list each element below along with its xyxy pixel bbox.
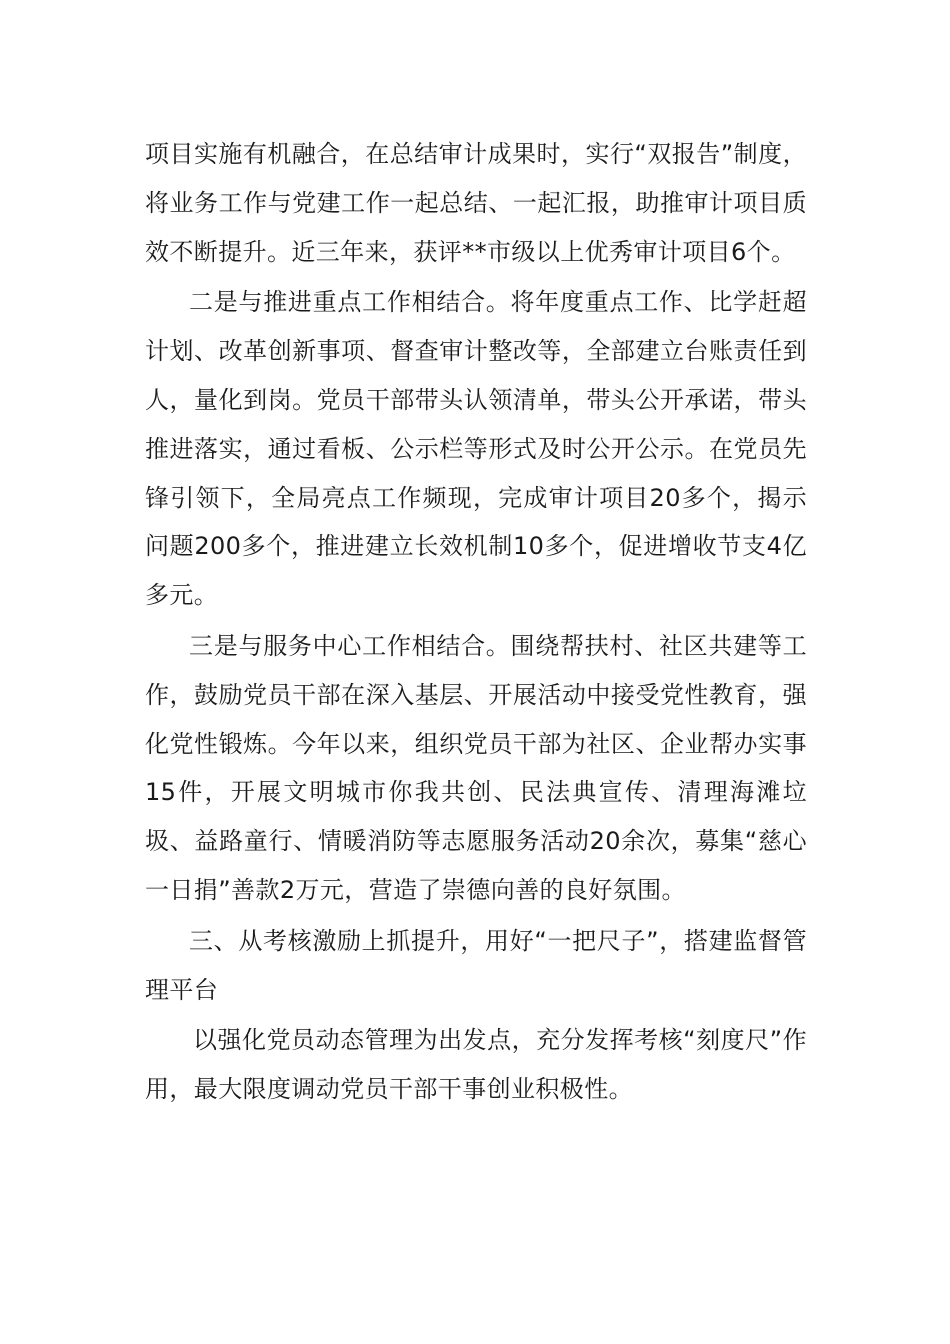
paragraph-key-work: 二是与推进重点工作相结合。将年度重点工作、比学赶超计划、改革创新事项、督查审计整改等，全部建立台账责任到人，量化到岗。党员干部带头认领清单，带头公开承诺，带头推进落实，通过看板、公示栏等形式及时公开公示。在党员先锋引领下，全局亮点工作频现，完成审计项目20多个，揭示问题200多个，推进建立长效机制10多个，促进增收节支4亿多元。 <box>145 288 807 610</box>
paragraph-central-work: 三是与服务中心工作相结合。围绕帮扶村、社区共建等工作，鼓励党员干部在深入基层、开展活动中接受党性教育，强化党性锻炼。今年以来，组织党员干部为社区、企业帮办实事15件，开展文明城市你我共创、民法典宣传、清理海滩垃圾、益路童行、情暖消防等志愿服务活动20余次，募集“慈心一日捐”善款2万元，营造了崇德向善的良好氛围。 <box>145 631 807 904</box>
document-body <box>145 130 807 1114</box>
paragraph-continuation: 项目实施有机融合，在总结审计成果时，实行“双报告”制度，将业务工作与党建工作一起总结、一起汇报，助推审计项目质效不断提升。近三年来，获评**市级以上优秀审计项目6个。 <box>145 140 807 266</box>
section-heading-assessment: 三、从考核激励上抓提升，用好“一把尺子”，搭建监督管理平台 <box>145 926 807 1004</box>
paragraph-assessment: 以强化党员动态管理为出发点，充分发挥考核“刻度尺”作用，最大限度调动党员干部干事创业积极性。 <box>145 1026 807 1104</box>
